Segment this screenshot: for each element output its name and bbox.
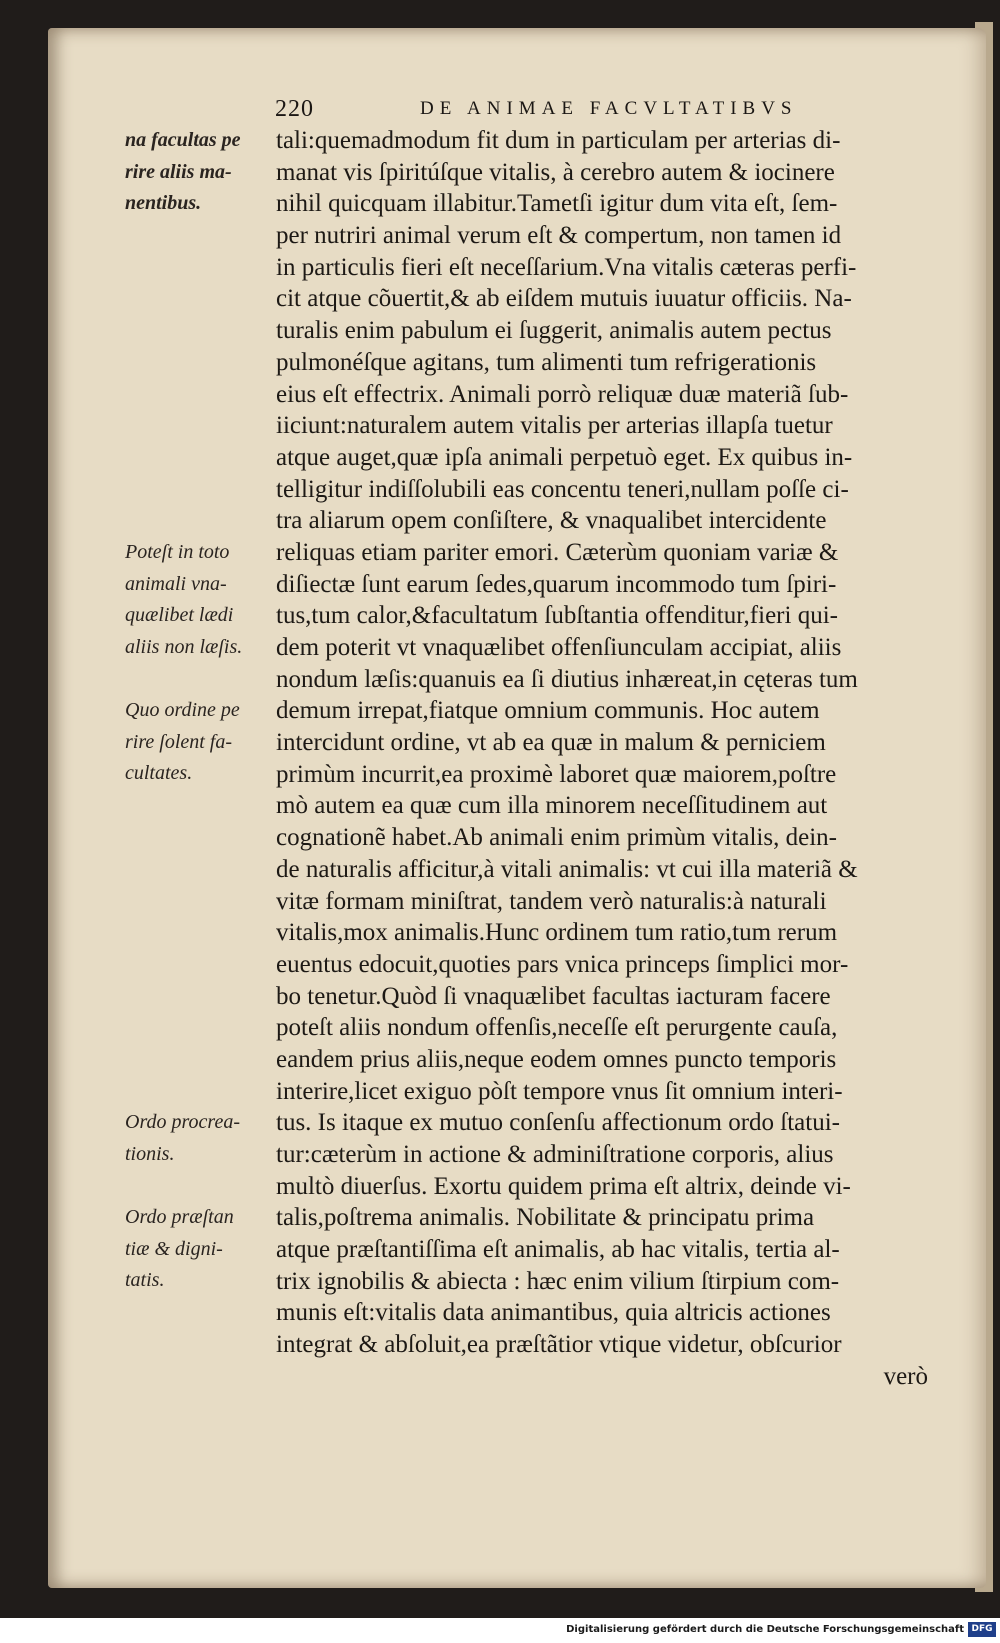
text-line: tur:cæterùm in actione & adminiſtratione corporis, alius [276, 1141, 834, 1168]
catchword: verò [883, 1362, 928, 1390]
text-line: interire,licet exiguo pòſt tempore vnus ſit omnium interi- [276, 1077, 843, 1105]
text-line: telligitur indiſſolubili eas concentu teneri,nullam poſſe ci- [276, 475, 849, 503]
margin-note-line: rire aliis ma- [125, 160, 232, 183]
margin-note-line: aliis non læſis. [125, 636, 243, 659]
text-line: talis,poſtrema animalis. Nobilitate & principatu prima [276, 1204, 815, 1232]
text-line: turalis enim pabulum ei ſuggerit, animalis autem pectus [276, 317, 832, 345]
text-line: tra aliarum opem conſiſtere, & vnaqualibet intercidente [276, 507, 827, 535]
text-line: vitæ formam miniſtrat, tandem verò naturalis:à naturali [276, 887, 827, 915]
text-line: euentus edocuit,quoties pars vnica princeps ſimplici mor- [276, 950, 849, 978]
margin-note-2 [125, 537, 275, 664]
margin-note-4 [125, 1107, 275, 1170]
margin-note-line: cultates. [125, 762, 193, 785]
text-line: eandem prius aliis,neque eodem omnes puncto temporis [276, 1045, 837, 1073]
text-line: atque auget,quæ ipſa animali perpetuò eget. Ex quibus in- [276, 443, 853, 471]
text-line: primùm incurrit,ea proximè laboret quæ maiorem,poſtre [276, 760, 837, 788]
text-line: iiciunt:naturalem autem vitalis per arterias illapſa tuetur [276, 412, 833, 440]
text-line: tus. Is itaque ex mutuo conſenſu affectionum ordo ſtatui- [276, 1109, 840, 1137]
page-header [275, 96, 935, 126]
margin-note-5 [125, 1202, 275, 1297]
text-line: in particulis fieri eſt neceſſarium.Vna vitalis cæteras perfi- [276, 253, 857, 281]
page-number: 220 [275, 96, 314, 122]
text-line: manat vis ſpiritúſque vitalis, à cerebro autem & iocinere [276, 158, 835, 186]
text-line: multò diuerſus. Exortu quidem prima eſt altrix, deinde vi- [276, 1172, 851, 1200]
running-title: DE ANIMAE FACVLTATIBVS [420, 98, 798, 119]
funding-credit: Digitalisierung gefördert durch die Deutsche Forschungsgemeinschaft [566, 1624, 964, 1635]
text-line: intercidunt ordine, vt ab ea quæ in malum & perniciem [276, 729, 826, 757]
margin-note-line: Ordo procrea- [125, 1111, 240, 1133]
text-line: nihil quicquam illabitur.Tametſi igitur dum vita eſt, ſem- [276, 190, 838, 218]
text-line: cit atque cõuertit,& ab eiſdem mutuis iuuatur officiis. Na- [276, 285, 852, 313]
text-line: dem poterit vt vnaquælibet offenſiunculam accipiat, aliis [276, 634, 842, 661]
text-line: de naturalis afficitur,à vitali animalis: vt cui illa materiã & [276, 855, 858, 883]
text-line: atque præſtantiſſima eſt animalis, ab hac vitalis, tertia al- [276, 1236, 840, 1264]
text-line: munis eſt:vitalis data animantibus, quia altricis actiones [276, 1299, 831, 1327]
text-line: pulmonéſque agitans, tum alimenti tum refrigerationis [276, 348, 817, 376]
margin-note-line: animali vna- [125, 572, 227, 595]
text-line: trix ignobilis & abiecta : hæc enim vilium ſtirpium com- [276, 1267, 840, 1295]
margin-note-line: tiæ & digni- [125, 1237, 223, 1260]
text-line: poteſt aliis nondum offenſis,neceſſe eſt perurgente cauſa, [276, 1014, 838, 1042]
margin-note-3 [125, 695, 275, 790]
text-line: tali:quemadmodum fit dum in particulam per arterias di- [276, 127, 841, 154]
margin-note-line: Poteſt in toto [125, 541, 230, 563]
text-line: tus,tum calor,&facultatum ſubſtantia offenditur,fieri qui- [276, 602, 838, 630]
margin-note-line: Quo ordine pe [125, 699, 240, 721]
text-line: diſiectæ ſunt earum ſedes,quarum incommodo tum ſpiri- [276, 570, 837, 598]
margin-note-1 [125, 125, 275, 220]
text-line: nondum læſis:quanuis ea ſi diutius inhæreat,in cęteras tum [276, 665, 858, 693]
dfg-logo: DFG [968, 1622, 996, 1637]
text-line: demum irrepat,fiatque omnium communis. Hoc autem [276, 697, 820, 725]
text-line: integrat & abſoluit,ea præſtãtior vtique videtur, obſcurior [276, 1331, 842, 1359]
text-line: bo tenetur.Quòd ſi vnaquælibet facultas iacturam facere [276, 982, 831, 1010]
margin-note-line: tionis. [125, 1142, 175, 1165]
margin-note-line: Ordo præſtan [125, 1206, 234, 1228]
text-line: per nutriri animal verum eſt & compertum, non tamen id [276, 222, 842, 250]
text-line: reliquas etiam pariter emori. Cæterùm quoniam variæ & [276, 538, 839, 566]
text-line: vitalis,mox animalis.Hunc ordinem tum ratio,tum rerum [276, 919, 838, 947]
margin-note-line: rire ſolent fa- [125, 730, 233, 753]
main-text-block [276, 125, 936, 1393]
margin-note-line: quælibet lædi [125, 604, 234, 627]
text-line: cognationẽ habet.Ab animali enim primùm vitalis, dein- [276, 824, 837, 852]
margin-note-line: na facultas pe [125, 129, 241, 151]
text-line: mò autem ea quæ cum illa minorem neceſſitudinem aut [276, 792, 828, 820]
footer-bar [0, 1618, 1000, 1643]
text-line: eius eſt effectrix. Animali porrò reliquæ duæ materiã ſub- [276, 380, 849, 408]
margin-note-line: nentibus. [125, 192, 202, 215]
margin-note-line: tatis. [125, 1269, 165, 1292]
